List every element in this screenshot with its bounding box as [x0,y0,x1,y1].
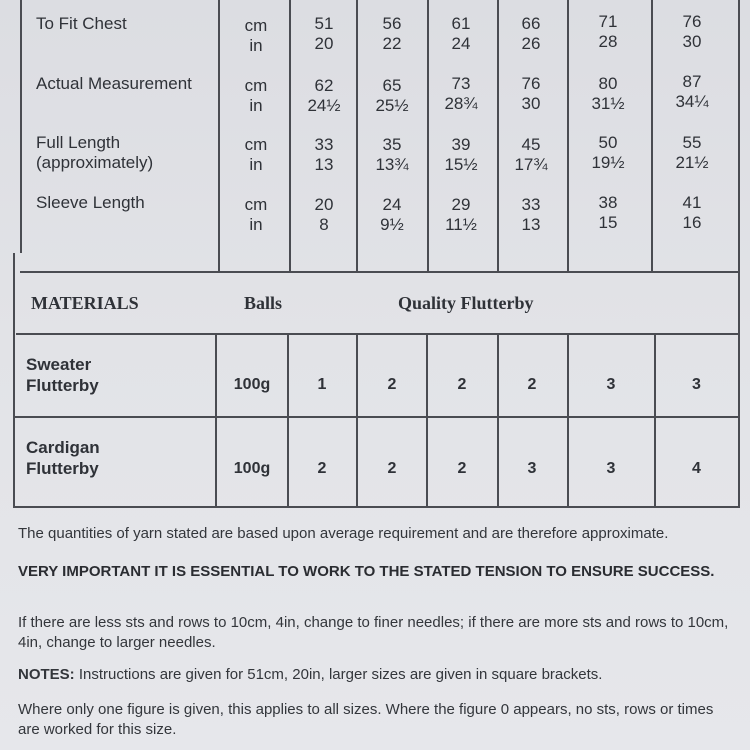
value-cell: 33 13 [314,135,334,174]
value-cell: 62 24½ [307,76,341,115]
table-left-border [20,0,22,253]
unit-labels: cm in [244,195,268,234]
yarn-weight: 100g [233,460,271,477]
yarn-row-label-sweater: Sweater Flutterby [26,355,99,395]
col-divider-6 [651,0,653,272]
ball-count: 3 [606,460,616,477]
sizing-notes [18,665,733,685]
value-cell: 35 13¾ [375,135,409,174]
unit-labels: cm in [244,135,268,174]
ball-count: 3 [692,376,701,393]
table-bottom-rule [13,506,740,508]
label-divider [218,0,220,272]
value-cell: 41 16 [682,193,702,232]
yarn-weight: 100g [233,376,271,393]
materials-heading: MATERIALS [31,293,139,313]
notes-text: Instructions are given for 51cm, 20in, larger sizes are given in square brackets. [74,666,603,683]
row-label: Sleeve Length [36,193,145,212]
yarn-col-divider-2 [356,334,358,507]
ball-count: 3 [527,460,537,477]
value-cell: 39 15½ [444,135,478,174]
ball-count: 1 [317,376,327,393]
value-cell: 50 19½ [591,133,625,172]
yarn-col-divider-1 [287,334,289,507]
yarn-col-divider-4 [497,334,499,507]
table-left-border-lower [13,253,15,508]
tension-warning: VERY IMPORTANT IT IS ESSENTIAL TO WORK TO THE STATED TENSION TO ENSURE SUCCESS. [18,563,715,580]
unit-labels: cm in [244,76,268,115]
balls-heading: Balls [244,293,283,313]
row-label: Full Length (approximately) [36,133,154,172]
value-cell: 24 9½ [380,195,404,234]
yarn-col-divider-3 [426,334,428,507]
row-label: To Fit Chest [36,14,127,33]
yarn-row-label-cardigan: Cardigan Flutterby [26,438,100,478]
value-cell: 61 24 [451,14,471,53]
value-cell: 38 15 [598,193,618,232]
value-cell: 66 26 [521,14,541,53]
single-figure-note: Where only one figure is given, this applies to all sizes. Where the figure 0 appears, no sts, rows or times are worked for this size. [18,701,714,738]
value-cell: 87 34¼ [675,72,709,111]
value-cell: 56 22 [382,14,402,53]
unit-labels: cm in [244,16,268,55]
ball-count: 3 [606,376,616,393]
yarn-label-divider [215,334,217,507]
value-cell: 51 20 [314,14,334,53]
value-cell: 33 13 [521,195,541,234]
materials-bottom-rule [16,333,740,335]
yarn-col-divider-5 [567,334,569,507]
quality-heading: Quality Flutterby [398,293,534,313]
value-cell: 71 28 [598,12,618,51]
value-cell: 55 21½ [675,133,709,172]
value-cell: 76 30 [682,12,702,51]
ball-count: 2 [387,460,397,477]
table-right-border [738,0,740,508]
col-divider-5 [567,0,569,272]
ball-count: 2 [527,376,537,393]
value-cell: 20 8 [314,195,334,234]
ball-count: 2 [387,376,397,393]
sweater-bottom-rule [15,416,740,418]
tension-instructions: If there are less sts and rows to 10cm, 4in, change to finer needles; if there are more sts and rows to 10cm, 4in, change to larger needles. [18,614,729,651]
value-cell: 65 25½ [375,76,409,115]
ball-count: 2 [317,460,327,477]
measurements-bottom-rule [20,271,740,273]
yarn-col-divider-6 [654,334,656,507]
value-cell: 29 11½ [445,195,477,234]
yarn-quantity-note: The quantities of yarn stated are based upon average requirement and are therefore approximate. [18,525,669,542]
ball-count: 4 [692,460,701,477]
row-label: Actual Measurement [36,74,192,93]
value-cell: 80 31½ [591,74,625,113]
value-cell: 45 17¾ [514,135,548,174]
value-cell: 76 30 [521,74,541,113]
ball-count: 2 [457,376,467,393]
notes-label: NOTES: [18,666,75,683]
value-cell: 73 28¾ [444,74,478,113]
ball-count: 2 [457,460,467,477]
